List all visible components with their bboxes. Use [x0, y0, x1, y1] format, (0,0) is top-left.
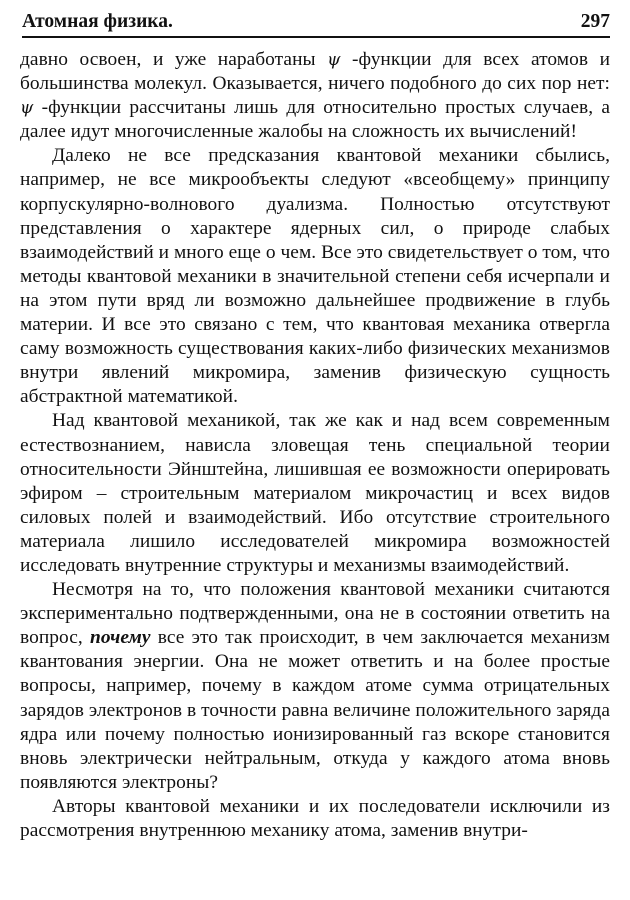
paragraph-1-part-c: -функции рассчитаны лишь для относительно простых случаев, а далее идут многочисленные жалобы на сложность их вычислений! [20, 97, 610, 143]
emphasized-word: почему [90, 627, 151, 649]
page-number: 297 [580, 11, 610, 32]
paragraph-5: Авторы квантовой механики и их последователи исключили из рассмотрения внутреннюю механику атома, заменив внутри- [20, 795, 610, 841]
chapter-title: Атомная физика. [22, 11, 173, 32]
paragraph-1 [20, 48, 610, 144]
body-text [20, 48, 610, 843]
paragraph-4-part-a: Несмотря на то, что положения квантовой механики считаются экспериментально подтвержденными, она не в состоянии ответить на вопрос, [20, 579, 610, 649]
paragraph-2: Далеко не все предсказания квантовой механики сбылись, например, не все микрообъекты следуют «всеобщему» принципу корпускулярно-волнового дуализма. Полностью отсутствуют представления о характере ядерных сил, о природе слабых взаимодействий и много еще о чем. Все это свидетельствует о том, что методы квантовой механики в значительной степени себя исчерпали и на этом пути вряд ли возможно дальнейшее продвижение в глубь материи. И все это связано с тем, что квантовая механика отвергла саму возможность существования каких-либо физических механизмов внутри явлений микромира, заменив физическую сущность абстрактной математикой. [20, 145, 610, 408]
paragraph-1-part-b: -функции для всех атомов и большинства молекул. Оказывается, ничего подобного до сих пор нет: [20, 49, 610, 95]
paragraph-4 [20, 578, 610, 795]
psi-symbol: ψ [327, 50, 341, 70]
paragraph-3: Над квантовой механикой, так же как и над всем современным естествознанием, нависла зловещая тень специальной теории относительности Эйнштейна, лишившая ее возможности оперировать эфиром – строительным материалом микрочастиц и всех видов силовых полей и взаимодействий. Ибо отсутствие строительного материала лишило исследователей микромира возможностей исследовать внутренние структуры и механизмы взаимодействий. [20, 410, 610, 576]
psi-symbol: ψ [20, 98, 34, 119]
paragraph-1-part-a: давно освоен, и уже наработаны [20, 49, 328, 70]
paragraph-4-part-b: все это так происходит, в чем заключается механизм квантования энергии. Она не может ответить и на более простые вопросы, например, почему в каждом атоме сумма отрицательных зарядов электронов в точности равна величине положительного заряда ядра или почему полностью ионизированный газ вскоре становится вновь электрически нейтральным, откуда у каждого атома вновь появляются электроны? [20, 627, 610, 793]
running-head [22, 8, 610, 38]
